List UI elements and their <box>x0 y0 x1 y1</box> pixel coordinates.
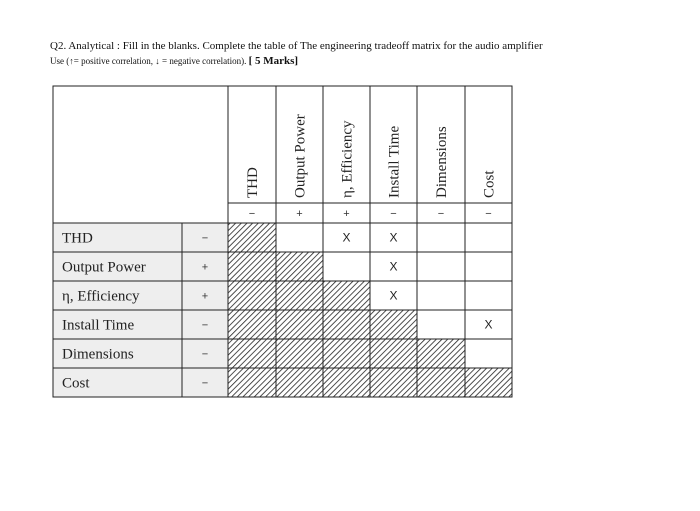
matrix-cell-hatched <box>228 310 276 339</box>
matrix-cell-hatched <box>228 281 276 310</box>
matrix-cell-hatched <box>370 339 417 368</box>
matrix-cell-hatched <box>417 339 465 368</box>
question-title: Q2. Analytical : Fill in the blanks. Complete the table of The engineering tradeoff matrix for the audio amplifier <box>50 40 543 52</box>
matrix-cell-hatched <box>228 252 276 281</box>
matrix-cell-hatched <box>228 368 276 397</box>
matrix-cell-hatched <box>276 368 323 397</box>
matrix-cell-hatched <box>370 310 417 339</box>
matrix-cell-hatched <box>276 252 323 281</box>
matrix-cell-hatched <box>417 368 465 397</box>
column-header-label: η, Efficiency <box>339 120 356 198</box>
matrix-cell <box>417 281 465 310</box>
matrix-cell-hatched <box>276 310 323 339</box>
column-header-sign: − <box>390 208 397 220</box>
matrix-cell <box>323 252 370 281</box>
matrix-cell-hatched <box>370 368 417 397</box>
row-header-sign: − <box>201 348 209 361</box>
matrix-cell-hatched <box>323 368 370 397</box>
matrix-cell-hatched <box>276 281 323 310</box>
matrix-cell-mark: X <box>389 288 398 303</box>
matrix-cell <box>465 252 512 281</box>
matrix-cell-hatched <box>323 281 370 310</box>
question-legend: Use (↑= positive correlation, ↓ = negative correlation). <box>50 56 247 66</box>
matrix-cell-hatched <box>323 310 370 339</box>
matrix-cell-hatched <box>465 368 512 397</box>
row-header-label: η, Efficiency <box>62 288 140 305</box>
row-header-sign: + <box>201 290 209 303</box>
row-header-label: Output Power <box>62 259 146 276</box>
column-header-label: Cost <box>481 170 498 198</box>
matrix-cell-hatched <box>276 339 323 368</box>
matrix-cell-hatched <box>228 223 276 252</box>
column-header-sign: − <box>485 208 492 220</box>
column-header-sign: + <box>296 208 303 220</box>
matrix-cell <box>276 223 323 252</box>
matrix-cell-mark: X <box>342 230 351 245</box>
row-header-label: Dimensions <box>62 346 134 363</box>
matrix-cell <box>465 339 512 368</box>
matrix-cell-hatched <box>323 339 370 368</box>
matrix-cell <box>465 223 512 252</box>
matrix-cell-mark: X <box>484 317 493 332</box>
row-header-label: THD <box>62 230 93 247</box>
matrix-cell <box>465 281 512 310</box>
column-header-sign: + <box>343 208 350 220</box>
question-marks: [ 5 Marks] <box>248 55 299 67</box>
matrix-cell <box>417 310 465 339</box>
row-header-sign: − <box>201 377 209 390</box>
column-header-sign: − <box>248 208 256 220</box>
matrix-cell-mark: X <box>389 230 398 245</box>
row-header-label: Install Time <box>62 317 135 334</box>
column-header-label: Install Time <box>386 125 403 198</box>
matrix-cell-hatched <box>228 339 276 368</box>
matrix-cell <box>417 252 465 281</box>
column-header-label: Output Power <box>292 114 309 198</box>
matrix-cell-mark: X <box>389 259 398 274</box>
column-header-sign: − <box>437 208 445 220</box>
column-header-label: Dimensions <box>434 126 450 198</box>
row-header-sign: − <box>201 232 209 245</box>
row-header-label: Cost <box>62 375 90 392</box>
row-header-sign: + <box>201 261 209 274</box>
column-header-label: THD <box>245 167 261 198</box>
matrix-cell <box>417 223 465 252</box>
row-header-sign: − <box>201 319 209 332</box>
